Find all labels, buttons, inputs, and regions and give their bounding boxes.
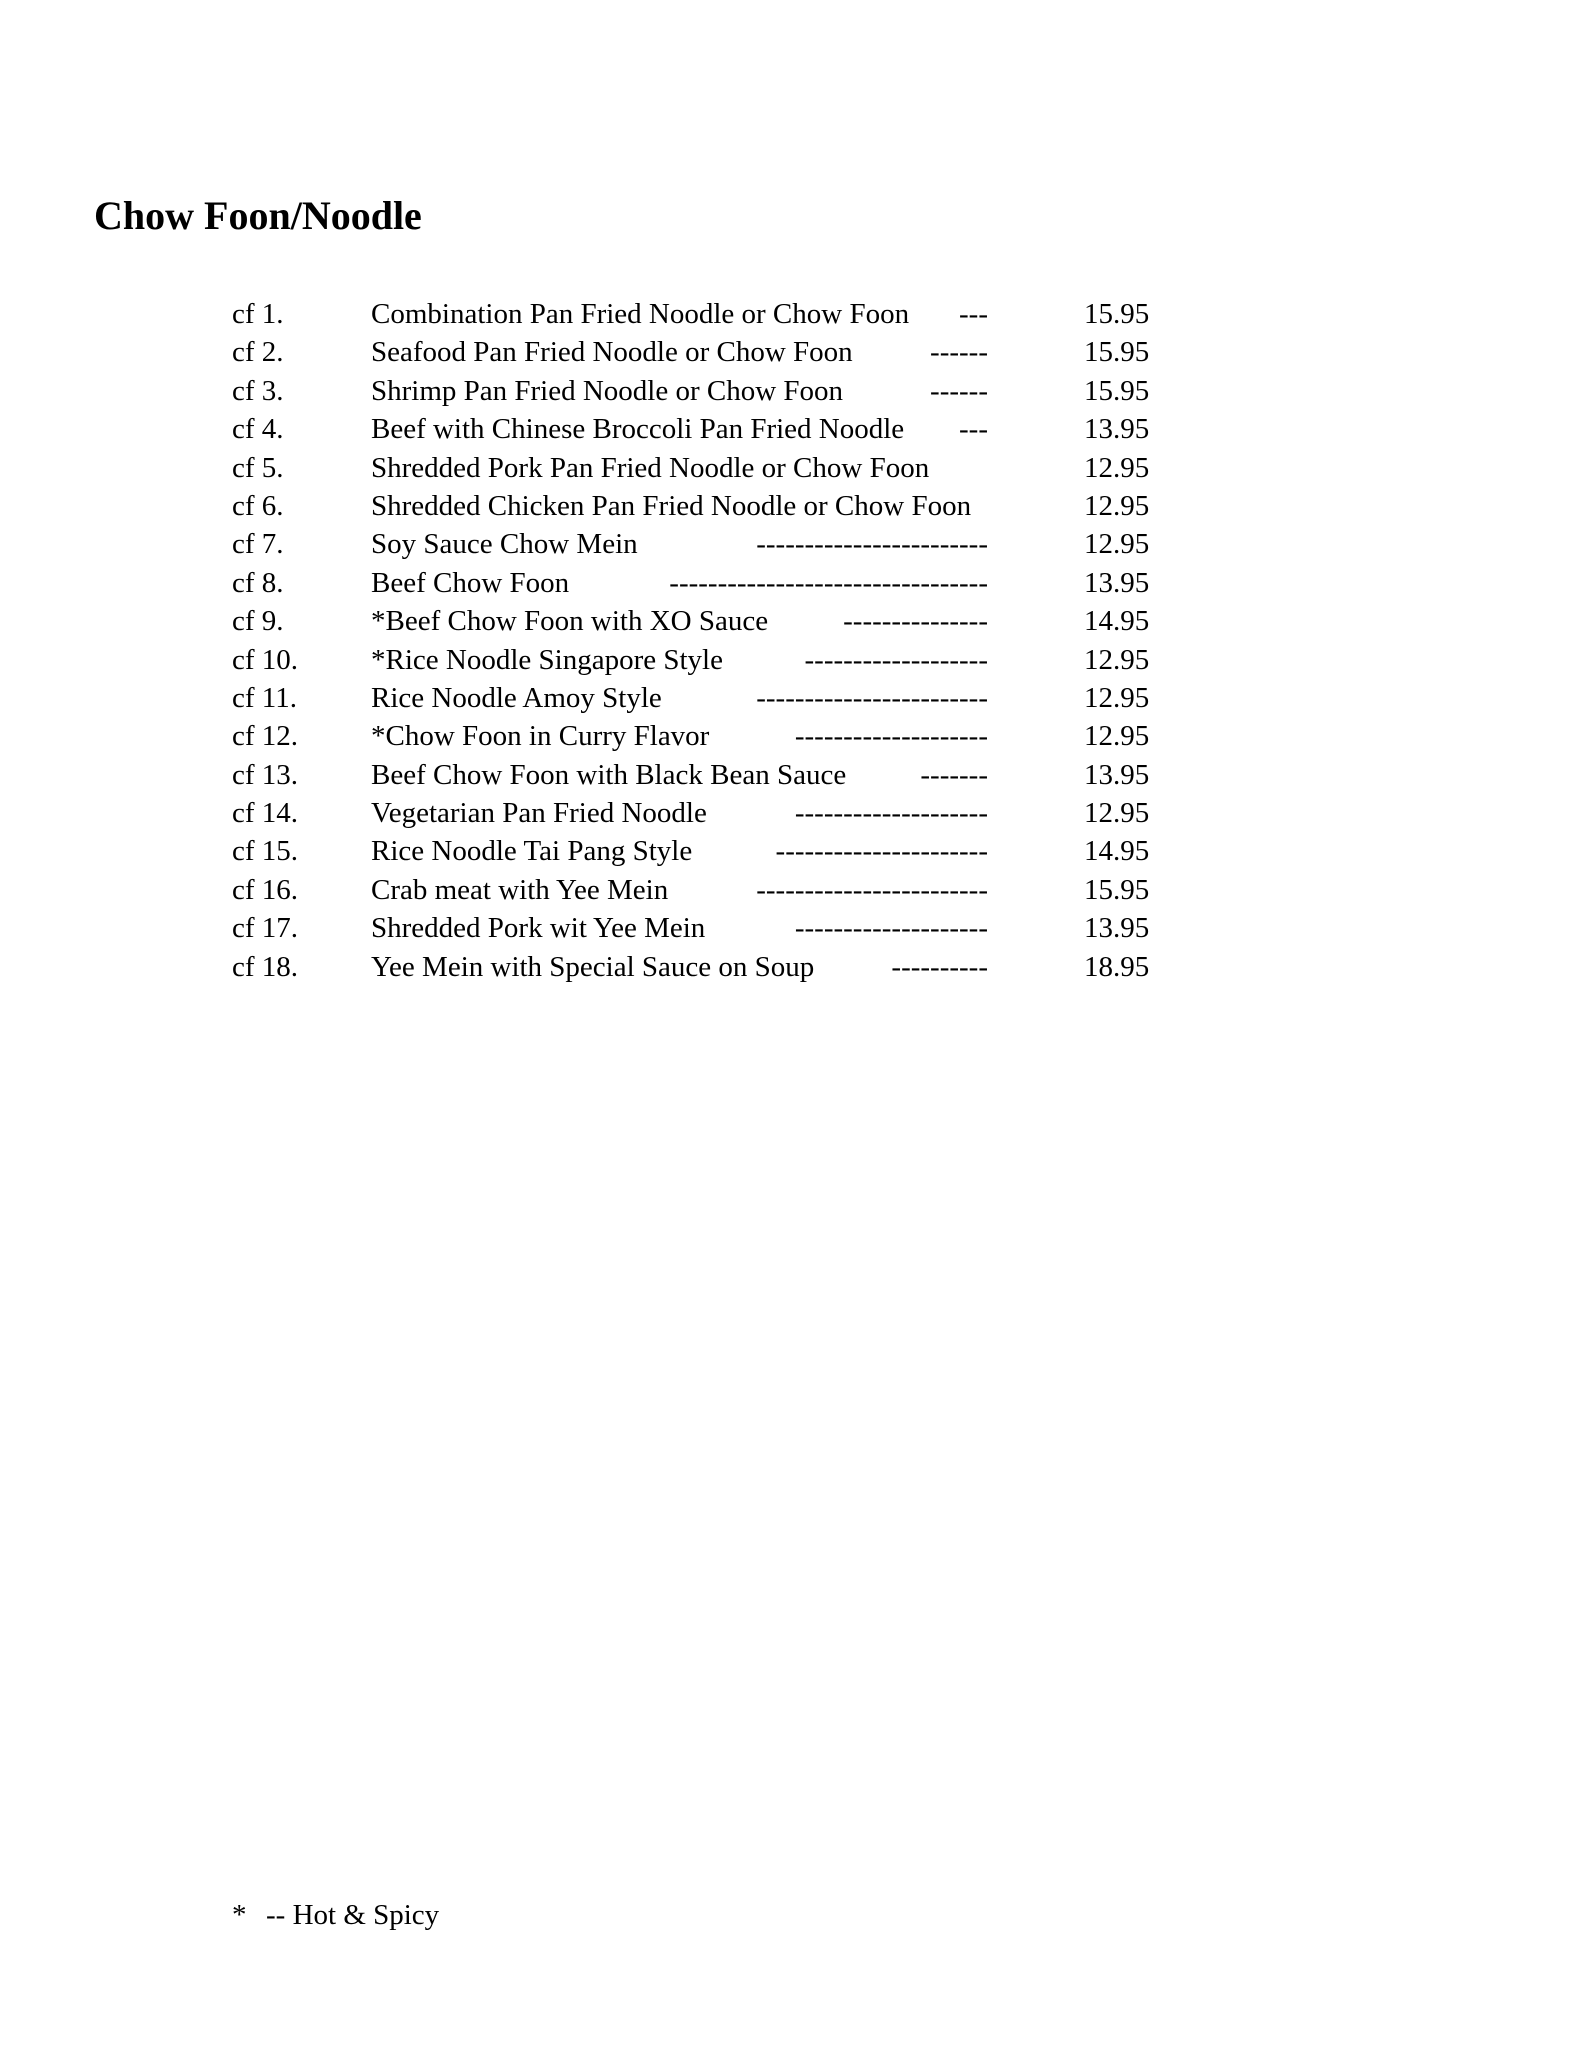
- menu-item-price: 15.95: [1084, 336, 1150, 369]
- menu-item-name: Rice Noodle Amoy Style: [371, 681, 662, 714]
- menu-item-price: 14.95: [1084, 605, 1150, 638]
- menu-item-code: cf 13.: [232, 758, 299, 791]
- menu-item-leader: --------------------: [794, 720, 988, 753]
- menu-item: [0, 756, 1582, 794]
- menu-list: [0, 295, 1582, 986]
- menu-item-code: cf 11.: [232, 681, 297, 714]
- menu-item-leader: ------------------------: [756, 681, 988, 714]
- menu-item-name: Shredded Chicken Pan Fried Noodle or Chow Foon: [371, 489, 972, 522]
- menu-item: [0, 295, 1582, 333]
- menu-item: [0, 372, 1582, 410]
- menu-item-name: Crab meat with Yee Mein: [371, 873, 669, 906]
- menu-item-code: cf 16.: [232, 873, 299, 906]
- menu-item: [0, 641, 1582, 679]
- menu-item-price: 13.95: [1084, 566, 1150, 599]
- menu-item-price: 13.95: [1084, 413, 1150, 446]
- menu-item-name: *Rice Noodle Singapore Style: [371, 643, 723, 676]
- menu-item-leader: -------------------: [804, 643, 988, 676]
- menu-item-price: 18.95: [1084, 950, 1150, 983]
- menu-item: [0, 487, 1582, 525]
- menu-item-code: cf 5.: [232, 451, 284, 484]
- footnote-text: -- Hot & Spicy: [266, 1899, 440, 1931]
- menu-item-code: cf 10.: [232, 643, 299, 676]
- menu-item-leader: ---------------------------------: [669, 566, 988, 599]
- menu-item-name: Shrimp Pan Fried Noodle or Chow Foon: [371, 374, 844, 407]
- menu-item-leader: ----------------------: [775, 835, 988, 868]
- menu-item: [0, 679, 1582, 717]
- menu-item: [0, 333, 1582, 371]
- menu-item: [0, 564, 1582, 602]
- menu-item-leader: ---: [959, 413, 988, 446]
- menu-item-price: 12.95: [1084, 797, 1150, 830]
- menu-item-price: 13.95: [1084, 758, 1150, 791]
- menu-item: [0, 871, 1582, 909]
- menu-item-leader: ------: [930, 336, 988, 369]
- menu-item: [0, 832, 1582, 870]
- menu-item-code: cf 4.: [232, 413, 284, 446]
- menu-item-name: Rice Noodle Tai Pang Style: [371, 835, 693, 868]
- menu-item-leader: ------------------------: [756, 873, 988, 906]
- menu-item-price: 15.95: [1084, 374, 1150, 407]
- menu-item-leader: ----------: [891, 950, 988, 983]
- menu-item-price: 14.95: [1084, 835, 1150, 868]
- menu-item-name: Vegetarian Pan Fried Noodle: [371, 797, 707, 830]
- menu-item-price: 12.95: [1084, 643, 1150, 676]
- menu-item-leader: ------: [930, 374, 988, 407]
- menu-item-name: Seafood Pan Fried Noodle or Chow Foon: [371, 336, 853, 369]
- menu-item-code: cf 14.: [232, 797, 299, 830]
- menu-item-price: 12.95: [1084, 720, 1150, 753]
- menu-item-code: cf 15.: [232, 835, 299, 868]
- menu-item-code: cf 7.: [232, 528, 284, 561]
- menu-item-code: cf 2.: [232, 336, 284, 369]
- menu-item-price: 12.95: [1084, 681, 1150, 714]
- menu-item-name: *Chow Foon in Curry Flavor: [371, 720, 710, 753]
- menu-item-name: Shredded Pork Pan Fried Noodle or Chow Foon: [371, 451, 930, 484]
- menu-item-name: Yee Mein with Special Sauce on Soup: [371, 950, 815, 983]
- menu-item: [0, 410, 1582, 448]
- menu-item-price: 15.95: [1084, 873, 1150, 906]
- menu-item-code: cf 17.: [232, 912, 299, 945]
- menu-item-code: cf 8.: [232, 566, 284, 599]
- menu-item-leader: --------------------: [794, 912, 988, 945]
- menu-item-code: cf 9.: [232, 605, 284, 638]
- menu-item-code: cf 6.: [232, 489, 284, 522]
- menu-item-code: cf 1.: [232, 298, 284, 330]
- menu-item-name: Soy Sauce Chow Mein: [371, 528, 638, 561]
- menu-item: [0, 909, 1582, 947]
- section-title: Chow Foon/Noodle: [94, 193, 422, 238]
- menu-item-leader: --------------------: [794, 797, 988, 830]
- menu-item: [0, 449, 1582, 487]
- menu-item-code: cf 3.: [232, 374, 284, 407]
- menu-item-leader: ------------------------: [756, 528, 988, 561]
- menu-item-price: 13.95: [1084, 912, 1150, 945]
- menu-item-price: 12.95: [1084, 528, 1150, 561]
- menu-item-leader: ---------------: [843, 605, 988, 638]
- menu-item-leader: -------: [920, 758, 988, 791]
- menu-item: [0, 525, 1582, 563]
- menu-item-name: Beef with Chinese Broccoli Pan Fried Noodle: [371, 413, 905, 446]
- menu-item-name: Beef Chow Foon with Black Bean Sauce: [371, 758, 847, 791]
- menu-item-name: *Beef Chow Foon with XO Sauce: [371, 605, 769, 638]
- menu-item-price: 12.95: [1084, 489, 1150, 522]
- footnote-mark: *: [232, 1899, 247, 1931]
- menu-item-code: cf 12.: [232, 720, 299, 753]
- menu-item-name: Combination Pan Fried Noodle or Chow Foon: [371, 298, 910, 330]
- menu-item: [0, 717, 1582, 755]
- menu-item: [0, 948, 1582, 986]
- menu-item-leader: ---: [959, 298, 988, 330]
- menu-item-code: cf 18.: [232, 950, 299, 983]
- menu-item-price: 12.95: [1084, 451, 1150, 484]
- footnote: [232, 1896, 439, 1934]
- menu-item-name: Beef Chow Foon: [371, 566, 570, 599]
- menu-item-price: 15.95: [1084, 298, 1150, 330]
- menu-item-name: Shredded Pork wit Yee Mein: [371, 912, 706, 945]
- menu-item: [0, 602, 1582, 640]
- menu-item: [0, 794, 1582, 832]
